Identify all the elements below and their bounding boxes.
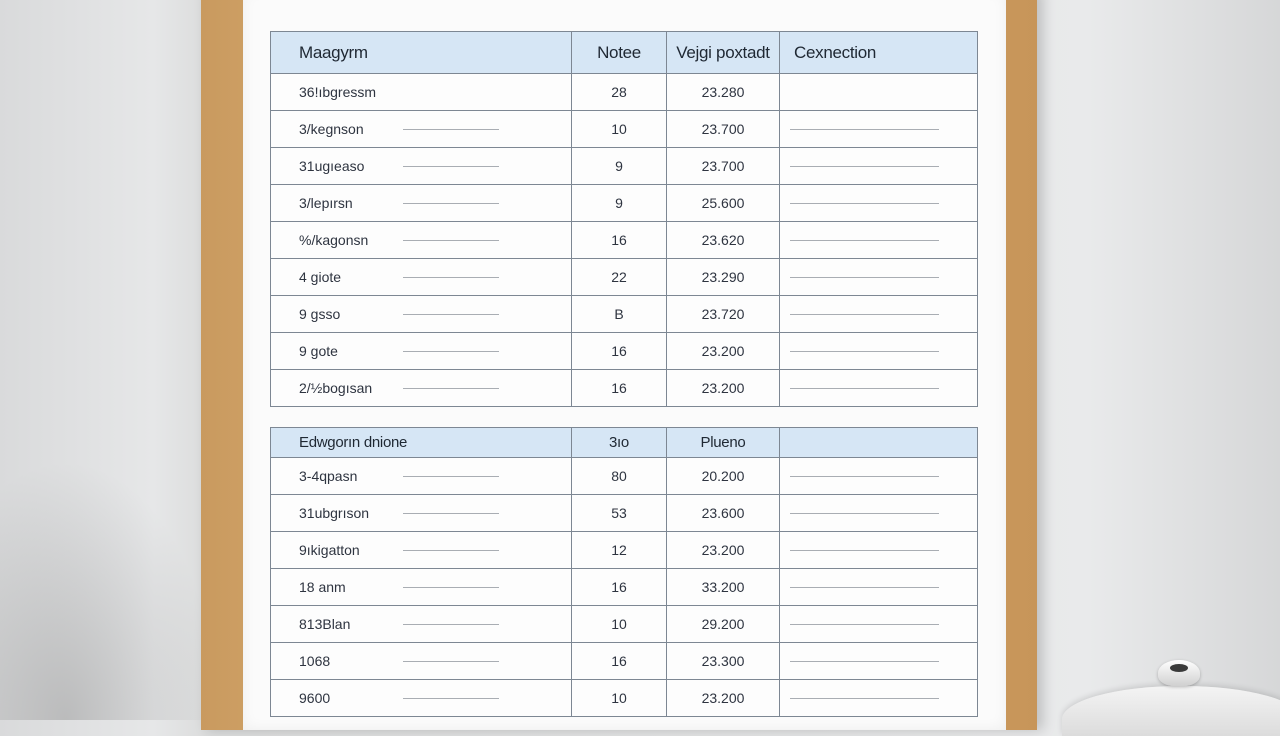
row-label: 31ubgrıson: [299, 505, 370, 521]
row-value: 23.200: [667, 532, 780, 569]
row-notes-cell: [780, 185, 978, 222]
row-label-cell: [271, 185, 572, 222]
blank-line: [403, 166, 499, 167]
blank-line: [790, 129, 939, 130]
blank-line: [790, 698, 939, 699]
row-notes-cell: [780, 606, 978, 643]
blank-line: [403, 476, 499, 477]
blank-line: [790, 624, 939, 625]
row-label-cell: [271, 222, 572, 259]
row-label: 3/kegnson: [299, 121, 364, 137]
table-row: [271, 222, 978, 259]
row-label-cell: [271, 333, 572, 370]
blank-line: [403, 550, 499, 551]
row-count: 22: [572, 259, 667, 296]
blank-line: [403, 661, 499, 662]
row-label-cell: [271, 296, 572, 333]
row-notes-cell: [780, 370, 978, 407]
blank-line: [403, 513, 499, 514]
table-row: [271, 259, 978, 296]
column-header: Vejgi poxtadt: [667, 32, 780, 74]
lamp-base: [1062, 686, 1280, 736]
table-row: [271, 680, 978, 717]
row-label-cell: [271, 606, 572, 643]
row-notes-cell: [780, 569, 978, 606]
row-value: 23.200: [667, 680, 780, 717]
table-row: [271, 370, 978, 407]
row-label-cell: [271, 495, 572, 532]
table-row: [271, 643, 978, 680]
row-label-cell: [271, 148, 572, 185]
row-notes-cell: [780, 458, 978, 495]
row-value: 23.600: [667, 495, 780, 532]
blank-line: [790, 587, 939, 588]
blank-line: [403, 240, 499, 241]
row-count: 80: [572, 458, 667, 495]
row-notes-cell: [780, 259, 978, 296]
column-header: Notee: [572, 32, 667, 74]
blank-line: [403, 129, 499, 130]
blank-line: [790, 550, 939, 551]
row-notes-cell: [780, 643, 978, 680]
row-label-cell: [271, 74, 572, 111]
row-count: 16: [572, 370, 667, 407]
row-count: 28: [572, 74, 667, 111]
row-label: 36!ıbgressm: [299, 84, 377, 100]
row-notes-cell: [780, 111, 978, 148]
row-value: 20.200: [667, 458, 780, 495]
row-count: 53: [572, 495, 667, 532]
row-label-cell: [271, 458, 572, 495]
row-label-cell: [271, 680, 572, 717]
blank-line: [403, 314, 499, 315]
blank-line: [790, 203, 939, 204]
column-header: [780, 428, 978, 458]
row-count: 16: [572, 222, 667, 259]
row-label-cell: [271, 370, 572, 407]
row-notes-cell: [780, 222, 978, 259]
blank-line: [790, 277, 939, 278]
table-row: [271, 296, 978, 333]
row-value: 23.290: [667, 259, 780, 296]
column-header: 3ıo: [572, 428, 667, 458]
blank-line: [790, 351, 939, 352]
row-count: 12: [572, 532, 667, 569]
row-value: 23.700: [667, 148, 780, 185]
row-notes-cell: [780, 74, 978, 111]
row-value: 23.280: [667, 74, 780, 111]
column-header: Plueno: [667, 428, 780, 458]
table-row: [271, 606, 978, 643]
table-row: [271, 569, 978, 606]
row-label: 18 anm: [299, 579, 346, 595]
row-label-cell: [271, 532, 572, 569]
row-label: 4 giote: [299, 269, 342, 285]
row-label: 3/lepırsn: [299, 195, 353, 211]
table-row: [271, 74, 978, 111]
blank-line: [790, 513, 939, 514]
row-label-cell: [271, 259, 572, 296]
row-notes-cell: [780, 680, 978, 717]
row-count: 10: [572, 111, 667, 148]
row-value: 23.620: [667, 222, 780, 259]
blank-line: [403, 624, 499, 625]
row-label: 31ugıeaso: [299, 158, 365, 174]
row-count: 10: [572, 680, 667, 717]
row-notes-cell: [780, 296, 978, 333]
row-notes-cell: [780, 148, 978, 185]
table-header-row: [271, 428, 978, 458]
row-label: 9 gote: [299, 343, 338, 359]
row-label: 2/½bogısan: [299, 380, 373, 396]
row-value: 23.700: [667, 111, 780, 148]
blank-line: [790, 314, 939, 315]
row-label: %/kagonsn: [299, 232, 369, 248]
row-label-cell: [271, 111, 572, 148]
blank-line: [790, 388, 939, 389]
column-header: Edwgorın dnione: [271, 428, 572, 458]
blank-line: [403, 203, 499, 204]
row-label: 9 gsso: [299, 306, 341, 322]
schedule-table-bottom: [270, 427, 978, 717]
row-label: 9600: [299, 690, 331, 706]
table-row: [271, 185, 978, 222]
blank-line: [790, 661, 939, 662]
row-label-cell: [271, 643, 572, 680]
row-label: 9ıkigatton: [299, 542, 360, 558]
row-notes-cell: [780, 333, 978, 370]
table-row: [271, 458, 978, 495]
row-count: 10: [572, 606, 667, 643]
lamp-knob: [1158, 660, 1200, 686]
blank-line: [403, 388, 499, 389]
row-notes-cell: [780, 532, 978, 569]
blank-line: [790, 240, 939, 241]
row-label: 3-4qpasn: [299, 468, 358, 484]
row-label: 1068: [299, 653, 331, 669]
row-value: 33.200: [667, 569, 780, 606]
row-count: 9: [572, 148, 667, 185]
table-row: [271, 148, 978, 185]
row-count: 16: [572, 569, 667, 606]
row-label: 813Blan: [299, 616, 351, 632]
row-count: B: [572, 296, 667, 333]
row-count: 9: [572, 185, 667, 222]
blank-line: [403, 587, 499, 588]
schedule-table-top: [270, 31, 978, 407]
table-row: [271, 495, 978, 532]
table-header-row: [271, 32, 978, 74]
row-value: 23.200: [667, 370, 780, 407]
blank-line: [403, 698, 499, 699]
blank-line: [403, 351, 499, 352]
row-label-cell: [271, 569, 572, 606]
table-row: [271, 111, 978, 148]
column-header: Cexnection: [780, 32, 978, 74]
table-row: [271, 333, 978, 370]
row-value: 29.200: [667, 606, 780, 643]
blank-line: [790, 476, 939, 477]
row-count: 16: [572, 643, 667, 680]
row-value: 23.300: [667, 643, 780, 680]
row-value: 23.720: [667, 296, 780, 333]
row-value: 23.200: [667, 333, 780, 370]
column-header: Maagyrm: [271, 32, 572, 74]
row-notes-cell: [780, 495, 978, 532]
blank-line: [790, 166, 939, 167]
wall-shadow: [0, 460, 220, 720]
row-value: 25.600: [667, 185, 780, 222]
row-count: 16: [572, 333, 667, 370]
blank-line: [403, 277, 499, 278]
table-row: [271, 532, 978, 569]
